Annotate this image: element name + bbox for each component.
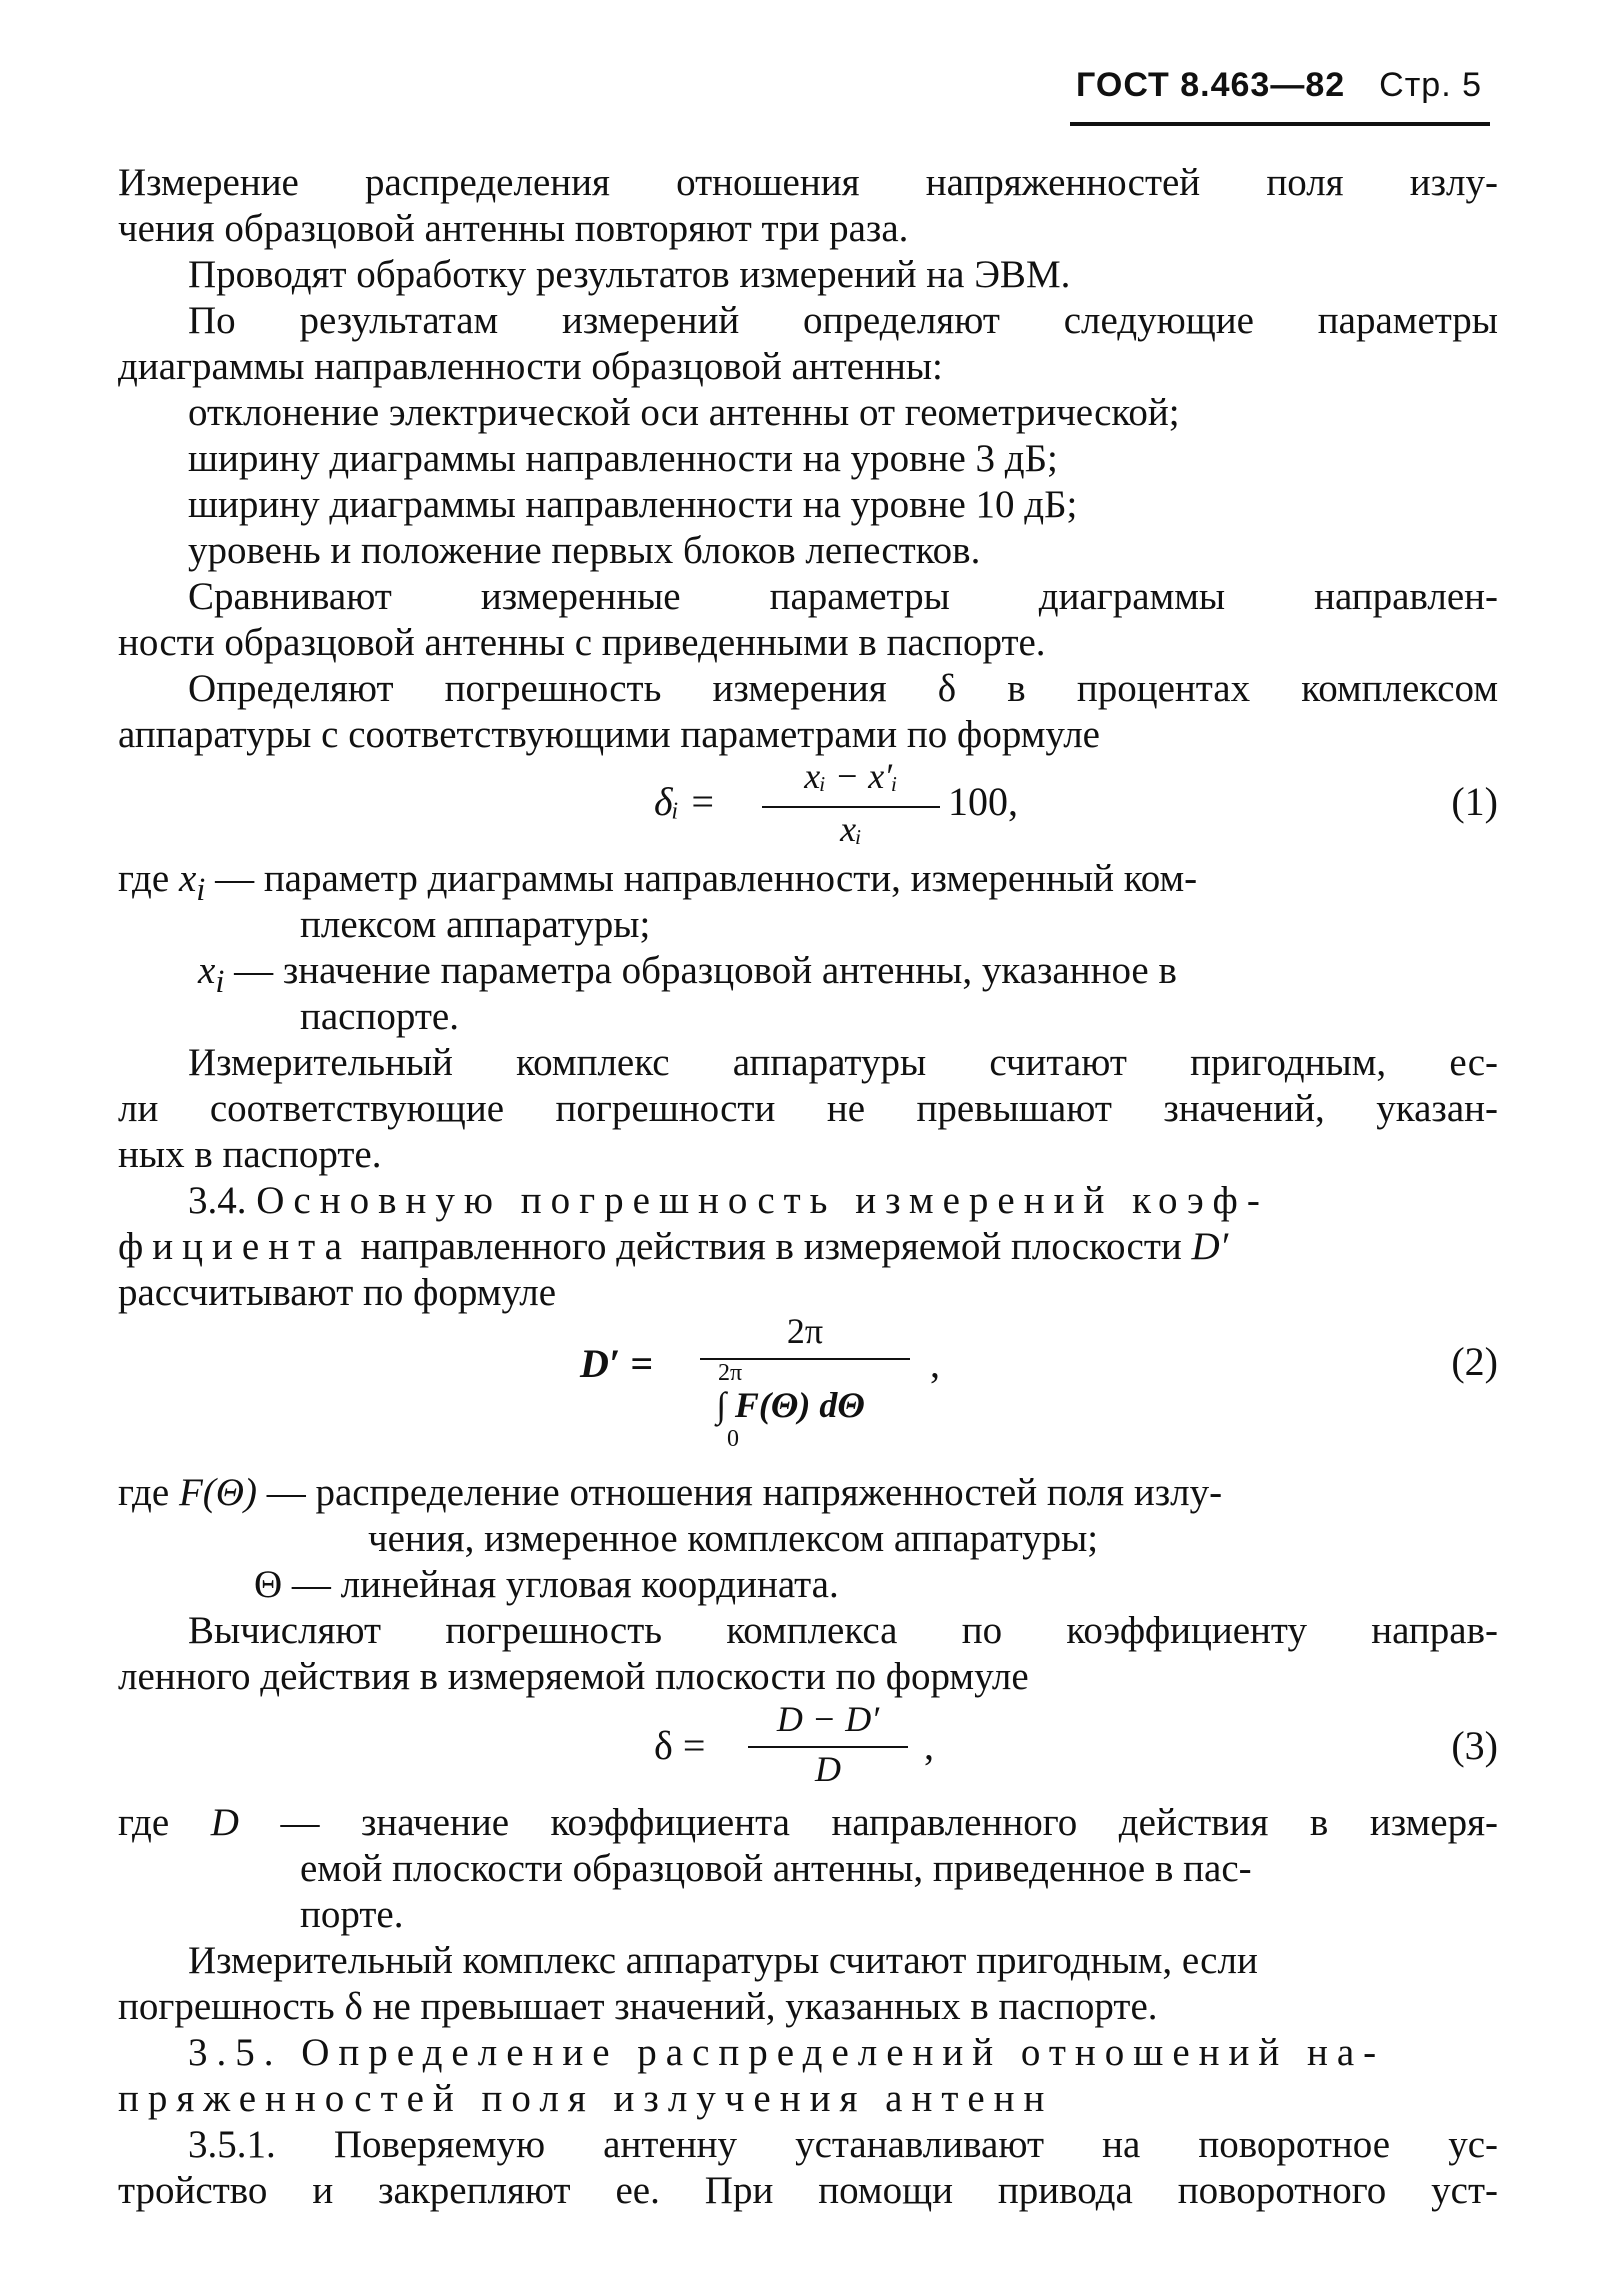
- definition-text: — значение параметра образцовой антенны, указанное в: [234, 949, 1177, 992]
- definition-text: — значение коэффициента направленного действия в измеря-: [280, 1801, 1499, 1844]
- formula-2-numerator: 2π: [786, 1311, 824, 1351]
- formula-1-tail: 100,: [948, 779, 1018, 824]
- text-line: Определяют погрешность измерения δ в процентах комплексом: [188, 667, 1498, 710]
- text-line: чения, измеренное комплексом аппаратуры;: [368, 1517, 1099, 1560]
- definition-line: [118, 1470, 1498, 1516]
- text-line: емой плоскости образцовой антенны, приведенное в пас-: [300, 1847, 1252, 1890]
- section-title: фициента: [118, 1225, 351, 1268]
- where-word: где: [118, 1471, 170, 1514]
- definition-text: — параметр диаграммы направленности, измеренный ком-: [215, 857, 1198, 900]
- section-heading: 3.5. Определение распределений отношений на-: [188, 2031, 1386, 2074]
- formula-1-numerator: xᵢ − x′ᵢ: [804, 756, 898, 796]
- page-number: Стр. 5: [1379, 66, 1482, 104]
- formula-1-number: (1): [1451, 779, 1498, 824]
- text-line: ленного действия в измеряемой плоскости по формуле: [118, 1655, 1029, 1698]
- text-line: Измерение распределения отношения напряженностей поля излу-: [118, 161, 1498, 204]
- section-heading: пряженностей поля излучения антенн: [118, 2077, 1054, 2120]
- list-item: отклонение электрической оси антенны от геометрической;: [188, 391, 1180, 434]
- text-line: ности образцовой антенны с приведенными в паспорте.: [118, 621, 1046, 664]
- section-title: Основную погрешность измерений коэф-: [256, 1179, 1269, 1222]
- definition-line: [254, 1562, 1606, 1608]
- text-line: [118, 1224, 1498, 1270]
- symbol-f-theta: F(Θ): [178, 1471, 257, 1514]
- standard-number: ГОСТ 8.463—82: [1076, 66, 1346, 104]
- formula-2-number: (2): [1451, 1339, 1498, 1384]
- formula-1-lhs: δᵢ =: [654, 779, 716, 824]
- text-line: Измерительный комплекс аппаратуры считают пригодным, если: [188, 1939, 1258, 1982]
- section-number: 3.4.: [188, 1179, 247, 1222]
- text-line: плексом аппаратуры;: [300, 903, 651, 946]
- formula-3-number: (3): [1451, 1723, 1498, 1768]
- formula-1-denominator: xᵢ: [840, 809, 862, 849]
- text-fragment: направленного действия в измеряемой плоскости: [360, 1225, 1182, 1268]
- where-word: где: [118, 857, 170, 900]
- text-line: Вычисляют погрешность комплекса по коэффициенту направ-: [188, 1609, 1498, 1652]
- list-item: уровень и положение первых блоков лепестков.: [188, 529, 981, 572]
- symbol-x: $x_i$: [178, 857, 206, 908]
- text-line: рассчитывают по формуле: [118, 1271, 557, 1314]
- definition-text: — линейная угловая координата.: [291, 1563, 839, 1606]
- text-line: ных в паспорте.: [118, 1133, 382, 1176]
- formula-2-upper-limit: 2π: [717, 1360, 743, 1386]
- text-line: паспорте.: [300, 995, 459, 1038]
- text-line: Сравнивают измеренные параметры диаграммы направлен-: [188, 575, 1498, 618]
- list-item: ширину диаграммы направленности на уровне 10 дБ;: [188, 483, 1078, 526]
- text-line: Проводят обработку результатов измерений на ЭВМ.: [188, 253, 1071, 296]
- section-heading: [188, 1178, 1568, 1224]
- text-line: диаграммы направленности образцовой антенны:: [118, 345, 943, 388]
- definition-text: — распределение отношения напряженностей поля излу-: [266, 1471, 1223, 1514]
- definition-line: [118, 1800, 1498, 1846]
- formula-2-integral: ∫ F(Θ) dΘ: [716, 1385, 865, 1425]
- formula-2-lhs: D′ =: [580, 1341, 653, 1386]
- text-line: погрешность δ не превышает значений, указанных в паспорте.: [118, 1985, 1158, 2028]
- text-line: 3.5.1. Поверяемую антенну устанавливают на поворотное ус-: [188, 2123, 1498, 2166]
- header-rule: [1070, 122, 1490, 126]
- formula-3-numerator: D − D′: [776, 1699, 880, 1739]
- where-word: где: [118, 1801, 170, 1844]
- symbol-d: D: [210, 1801, 239, 1844]
- text-line: Измерительный комплекс аппаратуры считают пригодным, ес-: [188, 1041, 1498, 1084]
- formula-2-lower-limit: 0: [727, 1426, 739, 1452]
- formula-2-tail: ,: [930, 1341, 940, 1386]
- text-line: По результатам измерений определяют следующие параметры: [188, 299, 1498, 342]
- list-item: ширину диаграммы направленности на уровне 3 дБ;: [188, 437, 1058, 480]
- text-line: чения образцовой антенны повторяют три раза.: [118, 207, 909, 250]
- symbol-x-prime: $x_i$: [198, 949, 225, 1000]
- running-header: [1076, 66, 1482, 105]
- formula-3-denominator: D: [815, 1749, 841, 1789]
- symbol-theta: Θ: [254, 1563, 283, 1606]
- formula-3-lhs: δ =: [654, 1723, 706, 1768]
- text-line: порте.: [300, 1893, 404, 1936]
- text-line: ли соответствующие погрешности не превышают значений, указан-: [118, 1087, 1498, 1130]
- text-line: аппаратуры с соответствующими параметрами по формуле: [118, 713, 1100, 756]
- text-line: тройство и закрепляют ее. При помощи привода поворотного уст-: [118, 2169, 1498, 2212]
- symbol-d-prime: D′: [1191, 1225, 1229, 1268]
- formula-3-tail: ,: [924, 1723, 934, 1768]
